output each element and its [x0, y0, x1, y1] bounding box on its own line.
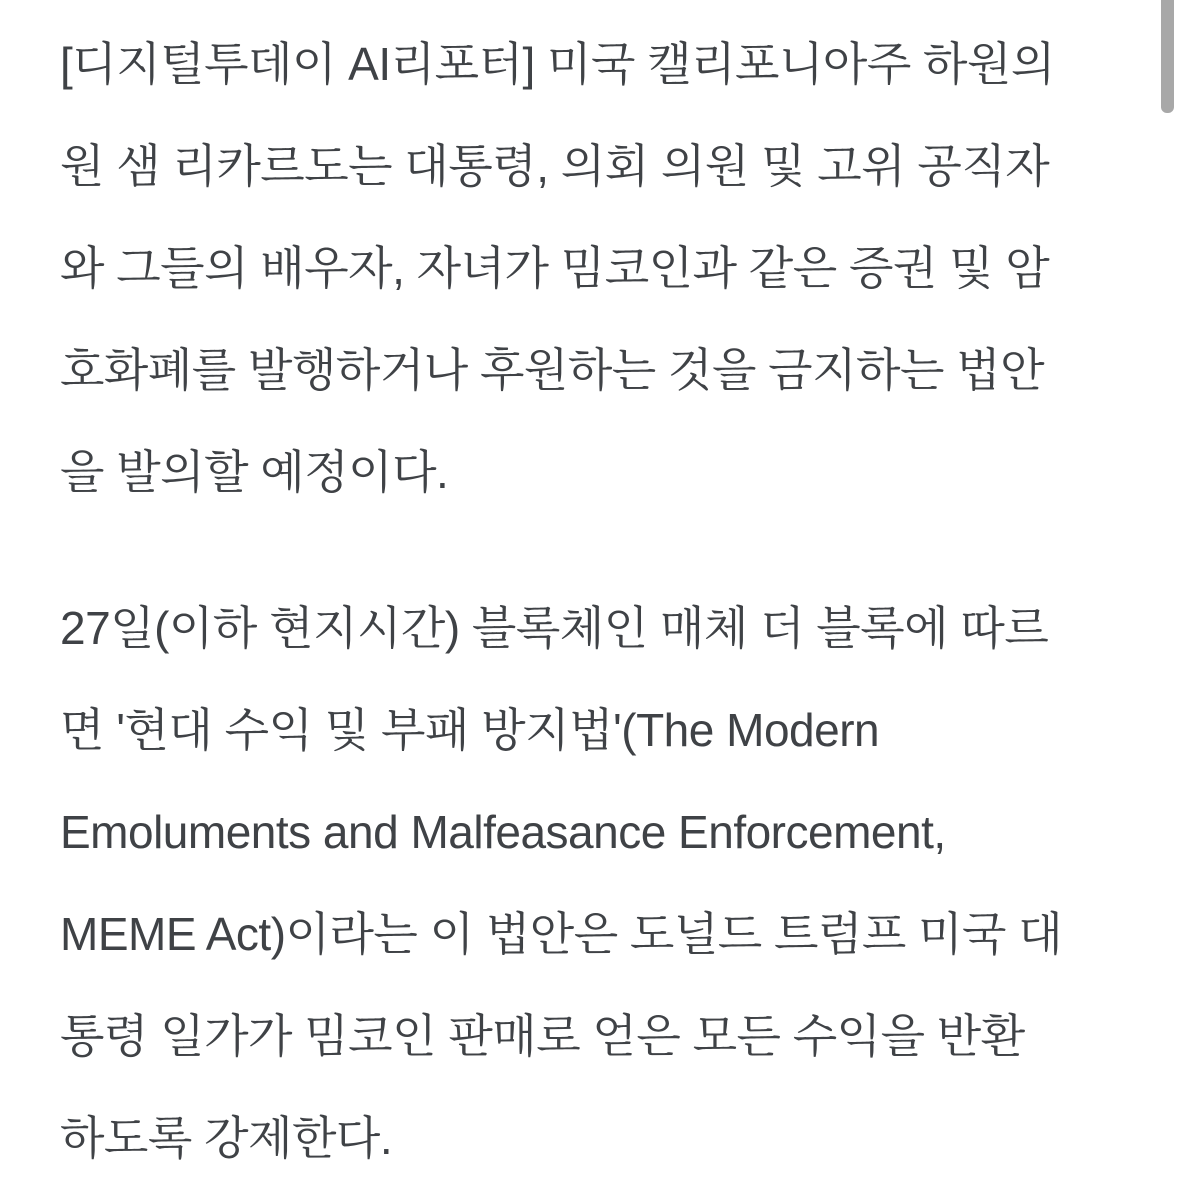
scrollbar-thumb[interactable]	[1161, 0, 1174, 113]
article-line: 통령 일가가 밈코인 판매로 얻은 모든 수익을 반환	[60, 1010, 1025, 1062]
article-line: [디지털투데이 AI리포터] 미국 캘리포니아주 하원의	[60, 38, 1055, 90]
article-line: 호화폐를 발행하거나 후원하는 것을 금지하는 법안	[60, 344, 1045, 396]
article-line: 원 샘 리카르도는 대통령, 의회 의원 및 고위 공직자	[60, 140, 1050, 192]
paragraph-2	[60, 577, 1121, 1185]
article-line: 와 그들의 배우자, 자녀가 밈코인과 같은 증권 및 암	[60, 242, 1050, 294]
article-line: 하도록 강제한다.	[60, 1112, 393, 1164]
article-line: 27일(이하 현지시간) 블록체인 매체 더 블록에 따르	[60, 602, 1049, 654]
article-line: 면 '현대 수익 및 부패 방지법'(The Modern	[60, 704, 880, 756]
article-line: Emoluments and Malfeasance Enforcement,	[60, 806, 946, 858]
article-line: 을 발의할 예정이다.	[60, 446, 449, 498]
paragraph-1	[60, 13, 1121, 523]
article-line: MEME Act)이라는 이 법안은 도널드 트럼프 미국 대	[60, 908, 1063, 960]
